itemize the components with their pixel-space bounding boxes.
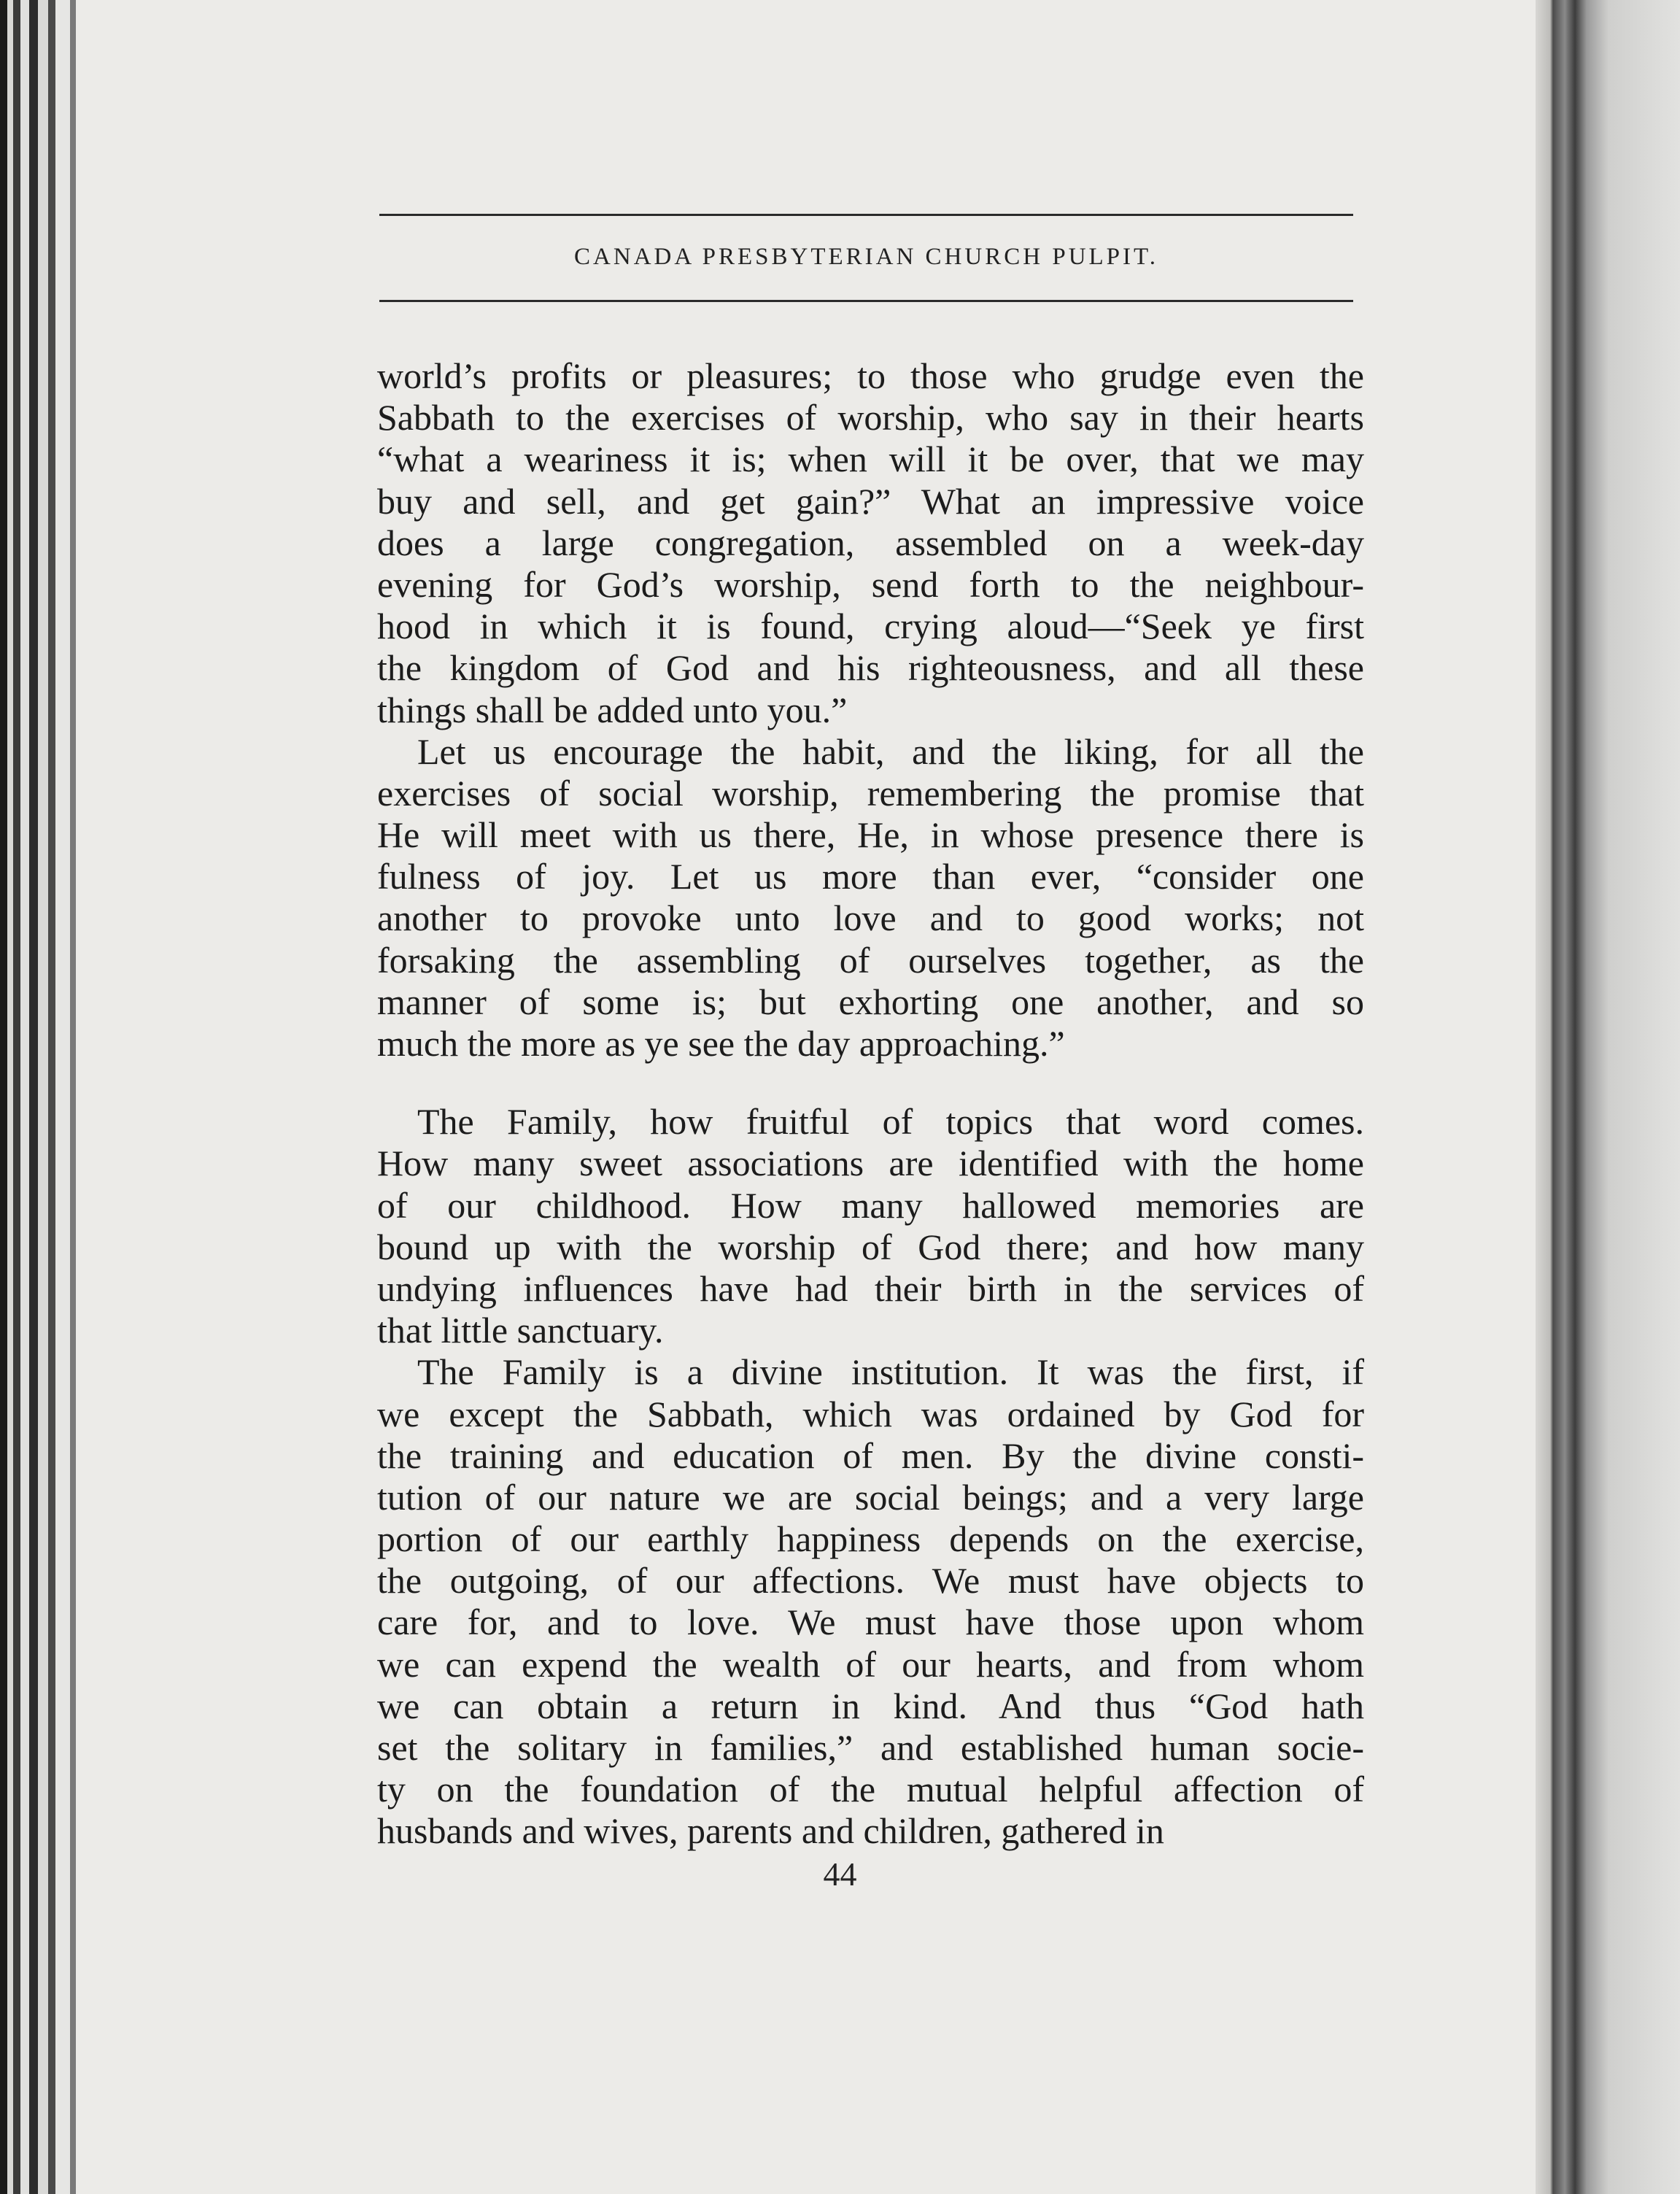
text-line: does a large congregation, assembled on a week-day (377, 522, 1364, 563)
text-line: forsaking the assembling of ourselves together, as the (377, 939, 1364, 981)
running-head-title: CANADA PRESBYTERIAN CHURCH PULPIT. (574, 244, 1158, 270)
text-line: care for, and to love. We must have those upon whom (377, 1602, 1364, 1643)
text-line: buy and sell, and get gain?” What an impressive voice (377, 480, 1364, 522)
text-line: exercises of social worship, remembering the promise that (377, 772, 1364, 814)
bottom-rule (379, 300, 1353, 302)
text-line: we can expend the wealth of our hearts, and from whom (377, 1643, 1364, 1685)
page-number: 44 (823, 1855, 857, 1893)
top-rule (379, 214, 1353, 216)
text-line: The Family is a divine institution. It was the first, if (417, 1351, 1364, 1393)
paragraph (377, 355, 1364, 731)
text-line: How many sweet associations are identified with the home (377, 1143, 1364, 1184)
paragraph (377, 731, 1364, 1065)
paragraph (377, 1351, 1364, 1852)
text-line: Let us encourage the habit, and the liking, for all the (417, 730, 1364, 772)
text-line: He will meet with us there, He, in whose presence there is (377, 814, 1364, 856)
text-line: the outgoing, of our affections. We must have objects to (377, 1560, 1364, 1602)
text-line: husbands and wives, parents and children, gathered in (377, 1810, 1164, 1852)
text-line: “what a weariness it is; when will it be over, that we may (377, 439, 1364, 480)
text-line: world’s profits or pleasures; to those who grudge even the (377, 355, 1364, 396)
text-line: bound up with the worship of God there; and how many (377, 1226, 1364, 1267)
text-line: the kingdom of God and his righteousness, and all these (377, 647, 1364, 689)
text-line: Sabbath to the exercises of worship, who say in their hearts (377, 397, 1364, 439)
text-line: ty on the foundation of the mutual helpful affection of (377, 1769, 1364, 1810)
text-line: The Family, how fruitful of topics that word comes. (417, 1101, 1364, 1143)
text-line: tution of our nature we are social beings; and a very large (377, 1476, 1364, 1518)
text-line: hood in which it is found, crying aloud—“Seek ye first (377, 606, 1364, 647)
text-line: that little sanctuary. (377, 1310, 664, 1351)
text-line: we can obtain a return in kind. And thus “God hath (377, 1685, 1364, 1726)
text-line: things shall be added unto you.” (377, 689, 848, 730)
paragraph-gap (377, 1065, 1364, 1101)
body-text (377, 355, 1364, 1853)
text-line: the training and education of men. By the divine consti- (377, 1434, 1364, 1476)
text-line: undying influences have had their birth in the services of (377, 1267, 1364, 1309)
text-line: much the more as ye see the day approaching.” (377, 1023, 1065, 1064)
text-line: we except the Sabbath, which was ordained by God for (377, 1393, 1364, 1434)
text-line: of our childhood. How many hallowed memories are (377, 1184, 1364, 1226)
text-line: portion of our earthly happiness depends on the exercise, (377, 1518, 1364, 1560)
text-line: set the solitary in families,” and established human socie- (377, 1727, 1364, 1768)
text-line: fulness of joy. Let us more than ever, “consider one (377, 856, 1364, 897)
running-head (379, 214, 1353, 302)
paragraph (377, 1101, 1364, 1351)
text-line: manner of some is; but exhorting one another, and so (377, 981, 1364, 1022)
text-line: another to provoke unto love and to good works; not (377, 897, 1364, 939)
text-line: evening for God’s worship, send forth to the neighbour- (377, 563, 1364, 605)
